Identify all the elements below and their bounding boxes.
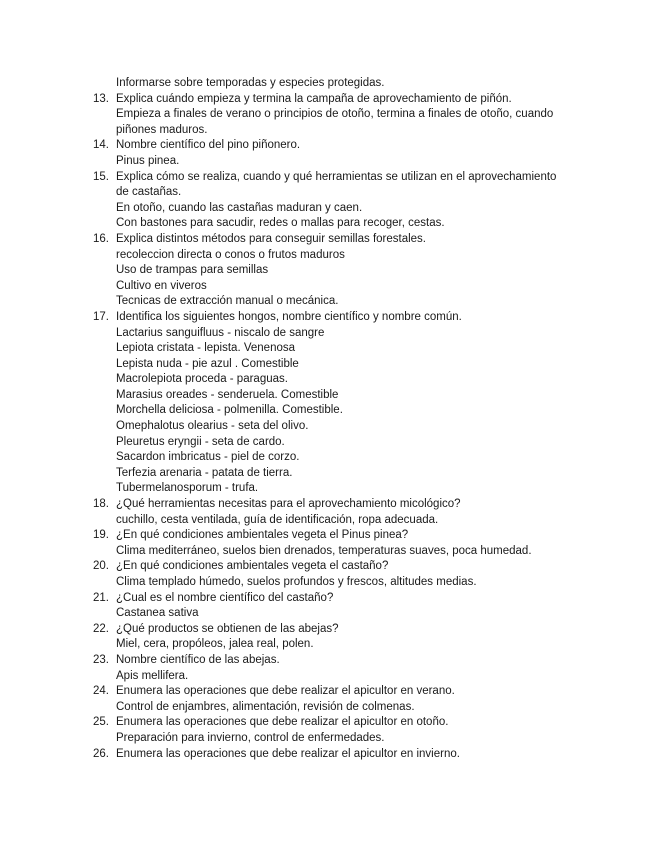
answer-line xyxy=(0,294,655,310)
answer-text: Tubermelanosporum - trufa. xyxy=(116,482,259,495)
answer-text: recoleccion directa o conos o frutos maduros xyxy=(116,248,345,261)
question-line xyxy=(0,559,655,575)
question-text: Enumera las operaciones que debe realizar el apicultor en otoño. xyxy=(116,716,449,729)
answer-text: Uso de trampas para semillas xyxy=(116,264,269,277)
answer-line xyxy=(0,341,655,357)
answer-line xyxy=(0,201,655,217)
answer-text: Cultivo en viveros xyxy=(116,279,207,292)
answer-line xyxy=(0,466,655,482)
question-text: Identifica los siguientes hongos, nombre científico y nombre común. xyxy=(116,310,462,323)
question-number: 18. xyxy=(93,498,109,511)
answer-text: Clima mediterráneo, suelos bien drenados, temperaturas suaves, poca humedad. xyxy=(116,544,532,557)
answer-text: Pinus pinea. xyxy=(116,154,180,167)
answer-line xyxy=(0,450,655,466)
answer-line xyxy=(0,388,655,404)
answer-text: Preparación para invierno, control de enfermedades. xyxy=(116,731,385,744)
question-line xyxy=(0,684,655,700)
question-number: 15. xyxy=(93,170,109,183)
question-line xyxy=(0,138,655,154)
answer-text: Clima templado húmedo, suelos profundos y frescos, altitudes medias. xyxy=(116,576,477,588)
question-text: Explica cuándo empieza y termina la campaña de aprovechamiento de piñón. xyxy=(116,92,512,105)
answer-line xyxy=(0,575,655,591)
answer-line xyxy=(0,185,655,201)
question-line xyxy=(0,747,655,763)
question-text: Nombre científico del pino piñonero. xyxy=(116,139,301,152)
answer-text: piñones maduros. xyxy=(116,123,208,136)
question-number: 24. xyxy=(93,685,109,698)
answer-text: Terfezia arenaria - patata de tierra. xyxy=(116,466,293,479)
answer-text: Morchella deliciosa - polmenilla. Comestible. xyxy=(116,404,343,417)
answer-text: Marasius oreades - senderuela. Comestible xyxy=(116,388,339,401)
question-number: 16. xyxy=(93,232,109,245)
answer-text: Empieza a finales de verano o principios de otoño, termina a finales de otoño, cuando xyxy=(116,108,554,121)
question-number: 23. xyxy=(93,653,109,666)
question-text: ¿Qué productos se obtienen de las abejas? xyxy=(116,622,339,635)
question-line xyxy=(0,715,655,731)
answer-line xyxy=(0,263,655,279)
answer-line xyxy=(0,637,655,653)
question-number: 13. xyxy=(93,92,109,105)
question-line xyxy=(0,232,655,248)
answer-text: Macrolepiota proceda - paraguas. xyxy=(116,373,288,386)
answer-text: Con bastones para sacudir, redes o mallas para recoger, cestas. xyxy=(116,217,445,230)
answer-text: Pleuretus eryngii - seta de cardo. xyxy=(116,435,285,448)
document-body xyxy=(0,76,655,762)
answer-text: Tecnicas de extracción manual o mecánica. xyxy=(116,295,339,308)
answer-text: de castañas. xyxy=(116,186,182,199)
answer-text: En otoño, cuando las castañas maduran y caen. xyxy=(116,201,363,214)
answer-text: cuchillo, cesta ventilada, guía de identificación, ropa adecuada. xyxy=(116,513,439,526)
answer-line xyxy=(0,403,655,419)
question-text: ¿Qué herramientas necesitas para el aprovechamiento micológico? xyxy=(116,498,461,511)
answer-line xyxy=(0,154,655,170)
answer-text: Lactarius sanguifluus - niscalo de sangre xyxy=(116,326,325,339)
answer-text: Lepiota cristata - lepista. Venenosa xyxy=(116,342,296,355)
answer-line xyxy=(0,669,655,685)
question-text: ¿En qué condiciones ambientales vegeta el castaño? xyxy=(116,560,389,573)
answer-line xyxy=(0,513,655,529)
question-number: 22. xyxy=(93,622,109,635)
question-number: 26. xyxy=(93,747,109,760)
question-number: 21. xyxy=(93,591,109,604)
answer-line xyxy=(0,123,655,139)
question-line xyxy=(0,310,655,326)
answer-line xyxy=(0,107,655,123)
answer-line xyxy=(0,731,655,747)
answer-line xyxy=(0,216,655,232)
question-text: Explica cómo se realiza, cuando y qué herramientas se utilizan en el aprovechamiento xyxy=(116,170,557,183)
answer-text: Omephalotus olearius - seta del olivo. xyxy=(116,420,309,433)
question-number: 25. xyxy=(93,716,109,729)
question-number: 17. xyxy=(93,310,109,323)
question-line xyxy=(0,622,655,638)
answer-line xyxy=(0,419,655,435)
question-line xyxy=(0,653,655,669)
question-line xyxy=(0,591,655,607)
answer-text: Miel, cera, propóleos, jalea real, polen. xyxy=(116,638,314,651)
question-text: Explica distintos métodos para conseguir semillas forestales. xyxy=(116,232,427,245)
answer-text: Sacardon imbricatus - piel de corzo. xyxy=(116,451,300,464)
answer-line xyxy=(0,435,655,451)
answer-line xyxy=(0,326,655,342)
question-line xyxy=(0,528,655,544)
question-text: Enumera las operaciones que debe realizar el apicultor en verano. xyxy=(116,685,455,698)
question-number: 20. xyxy=(93,560,109,573)
answer-text: Apis mellifera. xyxy=(116,669,189,682)
answer-line xyxy=(0,279,655,295)
answer-line xyxy=(0,481,655,497)
question-line xyxy=(0,92,655,108)
answer-line xyxy=(0,700,655,716)
question-number: 14. xyxy=(93,139,109,152)
question-text: Nombre científico de las abejas. xyxy=(116,653,280,666)
question-number: 19. xyxy=(93,529,109,542)
answer-line xyxy=(0,544,655,560)
question-text: Enumera las operaciones que debe realizar el apicultor en invierno. xyxy=(116,747,460,760)
question-text: ¿En qué condiciones ambientales vegeta el Pinus pinea? xyxy=(116,529,409,542)
answer-line xyxy=(0,372,655,388)
question-line xyxy=(0,497,655,513)
answer-line xyxy=(0,606,655,622)
answer-text: Lepista nuda - pie azul . Comestible xyxy=(116,357,299,370)
answer-line xyxy=(0,248,655,264)
answer-line xyxy=(0,357,655,373)
answer-text: Control de enjambres, alimentación, revisión de colmenas. xyxy=(116,700,415,713)
question-text: ¿Cual es el nombre científico del castaño? xyxy=(116,591,334,604)
question-line xyxy=(0,170,655,186)
answer-text: Informarse sobre temporadas y especies protegidas. xyxy=(116,77,385,89)
answer-line xyxy=(0,76,655,92)
answer-text: Castanea sativa xyxy=(116,607,199,620)
